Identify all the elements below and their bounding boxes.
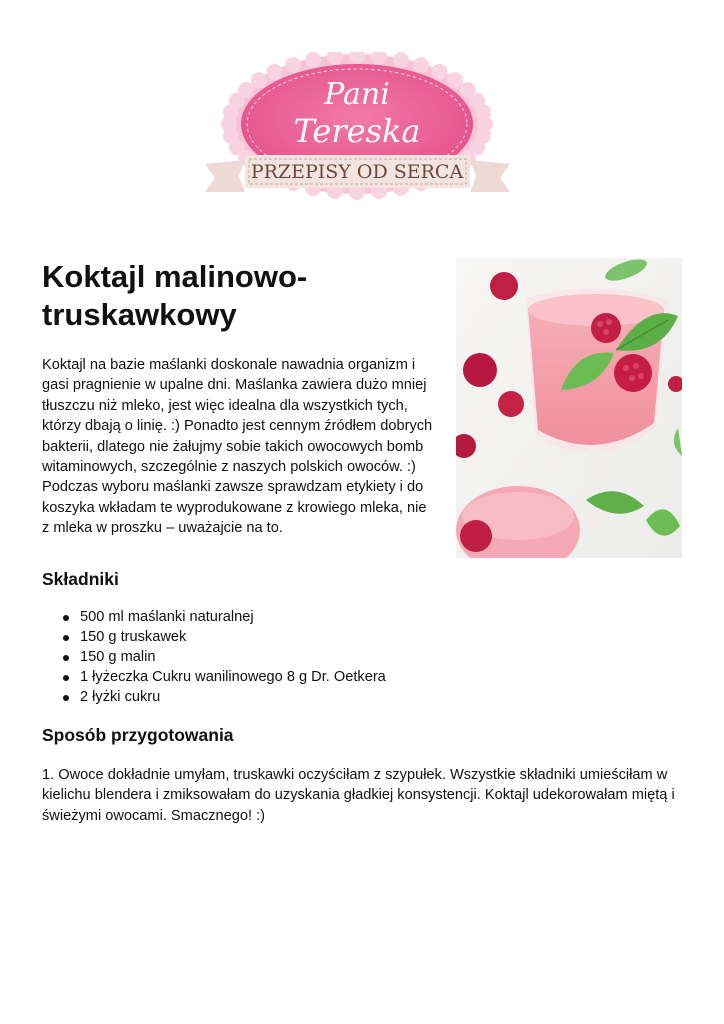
smoothie-photo [456, 258, 682, 558]
site-logo [205, 52, 510, 212]
lace-scallop [475, 104, 491, 120]
list-item: 150 g truskawek [42, 628, 386, 648]
recipe-intro: Koktajl na bazie maślanki doskonale nawadnia organizm i gasi pragnienie w upalne dni. Maślanka zawiera dużo mniej tłuszczu niż mleko, jest więc idealna dla wszystkich tych, którzy dbają o linię. :) Ponadto jest cennym źródłem dobrych bakterii, dlatego nie żałujmy sobie takich owocowych bomb witaminowych, szczególnie z naszych polskich owoców. :) Podczas wyboru maślanki zawsze sprawdzam etykiety i do koszyka wkładam te wyprodukowane z krowiego mleka, nie z mleka w proszku – uważajcie na to. [42, 357, 433, 537]
method-text: 1. Owoce dokładnie umyłam, truskawki oczyściłam z szypułek. Wszystkie składniki umieściłam w kielichu blendera i zmiksowałam do uzyskania gładkiej konsystencji. Koktajl udekorowałam miętą i świeżymi owocami. Smacznego! :) [42, 767, 675, 824]
list-item: 1 łyżeczka Cukru wanilinowego 8 g Dr. Oetkera [42, 668, 386, 688]
ingredients-list [42, 608, 386, 708]
lace-scallop [238, 82, 254, 98]
lace-scallop [393, 52, 409, 68]
list-item: 500 ml maślanki naturalnej [42, 608, 386, 628]
lace-scallop [285, 57, 301, 73]
lace-scallop [431, 64, 447, 80]
lace-scallop [305, 52, 321, 68]
method-heading: Sposób przygotowania [42, 725, 234, 745]
ingredients-heading: Składniki [42, 569, 119, 589]
list-item: 2 łyżki cukru [42, 688, 386, 708]
lace-scallop [251, 72, 267, 88]
recipe-title: Koktajl malinowo-truskawkowy [42, 259, 308, 332]
logo-name-line2: Tereska [293, 112, 421, 150]
lace-scallop [413, 57, 429, 73]
logo-tagline: PRZEPISY OD SERCA [250, 161, 464, 183]
logo-name-line1: Pani [324, 77, 390, 112]
lace-scallop [447, 72, 463, 88]
list-item: 150 g malin [42, 648, 386, 668]
lace-scallop [267, 64, 283, 80]
